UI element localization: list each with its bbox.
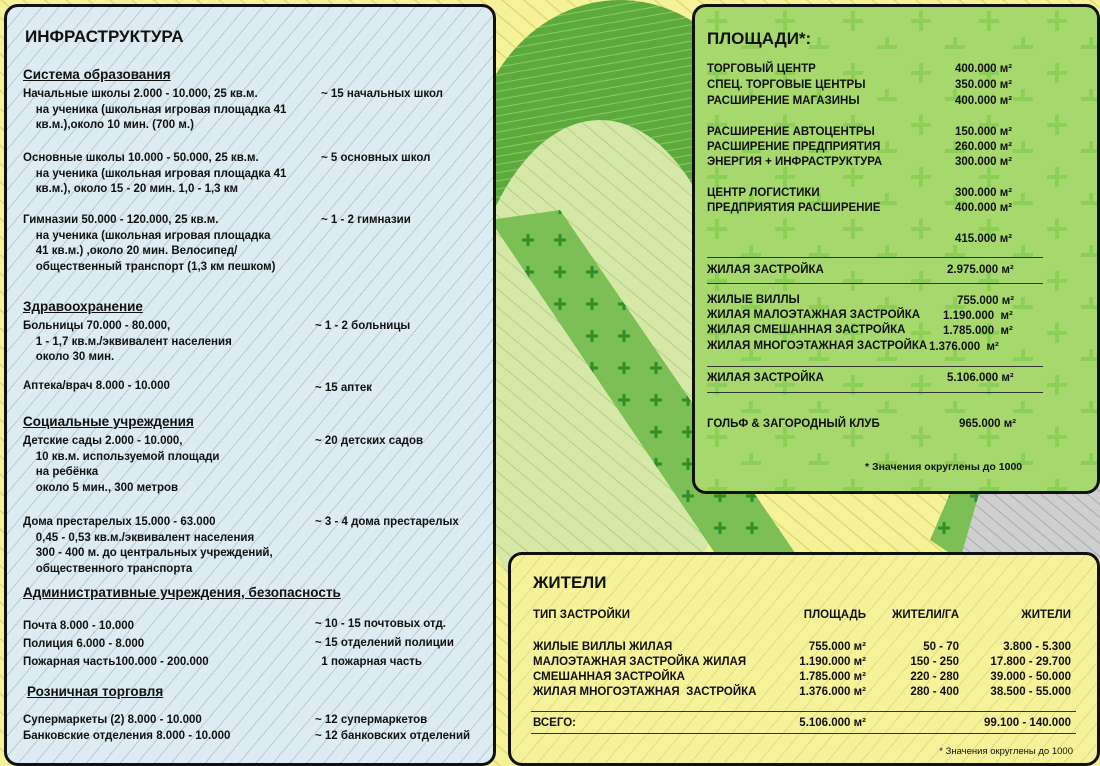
area-value: 300.000 м² [955, 187, 1013, 199]
education-item-value: ~ 1 - 2 гимназии [321, 214, 411, 226]
infrastructure-title: ИНФРАСТРУКТУРА [25, 27, 184, 46]
area-label: ЖИЛАЯ СМЕШАННАЯ ЗАСТРОЙКА [707, 324, 906, 336]
admin-item-text: Полиция 6.000 - 8.000 [23, 638, 145, 650]
area-value: 300.000 м² [955, 156, 1013, 168]
area-value: 415.000 м² [955, 233, 1013, 245]
education-item-text: Гимназии 50.000 - 120.000, 25 кв.м. на ученика (школьная игровая площадка 41 кв.м.) ,около 20 мин. Велосипед/ общественный транспорт (1,3 км пешком) [23, 214, 276, 273]
column-header: ПЛОЩАДЬ [803, 609, 866, 621]
table-cell: 38.500 - 55.000 [990, 686, 1071, 698]
admin-item-text: Пожарная часть100.000 - 200.000 [23, 656, 209, 668]
education-item-text: Основные школы 10.000 - 50.000, 25 кв.м. на ученика (школьная игровая площадка 41 кв.м.), около 15 - 20 мин. 1,0 - 1,3 км [23, 152, 287, 195]
area-value: 400.000 м² [955, 95, 1013, 107]
social-item-value: ~ 20 детских садов [315, 435, 424, 447]
area-value: 1.376.000 м² [929, 341, 999, 353]
divider [531, 711, 1076, 712]
table-cell: СМЕШАННАЯ ЗАСТРОЙКА [533, 671, 685, 683]
table-cell: 17.800 - 29.700 [990, 656, 1071, 668]
divider [531, 733, 1076, 734]
retail-item-text: Супермаркеты (2) 8.000 - 10.000 [23, 714, 202, 726]
total-label: ВСЕГО: [533, 717, 576, 729]
area-value: 5.106.000 м² [947, 372, 1014, 384]
health-item-value: ~ 1 - 2 больницы [315, 320, 411, 332]
area-label: РАСШИРЕНИЕ МАГАЗИНЫ [707, 95, 860, 107]
table-cell: 3.800 - 5.300 [1003, 641, 1071, 653]
table-cell: 1.785.000 м² [799, 671, 866, 683]
area-value: 1.190.000 м² [943, 310, 1013, 322]
area-label: ЖИЛАЯ МАЛОЭТАЖНАЯ ЗАСТРОЙКА [707, 309, 921, 321]
table-cell: 280 - 400 [910, 686, 959, 698]
table-cell: 220 - 280 [910, 671, 959, 683]
area-label: РАСШИРЕНИЕ ПРЕДПРИЯТИЯ [707, 141, 881, 153]
area-label: РАСШИРЕНИЕ АВТОЦЕНТРЫ [707, 126, 875, 138]
area-value: 965.000 м² [959, 418, 1017, 430]
column-header: ЖИТЕЛИ [1021, 609, 1071, 621]
area-value: 2.975.000 м² [947, 264, 1014, 276]
health-heading: Здравоохранение [23, 299, 143, 314]
area-label: ЖИЛАЯ МНОГОЭТАЖНАЯ ЗАСТРОЙКА [707, 340, 928, 352]
areas-title: ПЛОЩАДИ*: [707, 29, 812, 48]
retail-item-value: ~ 12 супермаркетов [315, 714, 428, 726]
social-heading: Социальные учреждения [23, 414, 194, 429]
rounding-note: * Значения округлены до 1000 [939, 746, 1073, 757]
admin-heading: Административные учреждения, безопасность [23, 585, 341, 600]
area-value: 400.000 м² [955, 63, 1013, 75]
admin-item-value: ~ 15 отделений полиции [315, 637, 454, 649]
area-label: ЦЕНТР ЛОГИСТИКИ [707, 187, 820, 199]
education-heading: Система образования [23, 67, 171, 82]
education-item-text: Начальные школы 2.000 - 10.000, 25 кв.м. на ученика (школьная игровая площадка 41 кв.м.),около 10 мин. (700 м.) [23, 88, 287, 131]
area-value: 350.000 м² [955, 79, 1013, 91]
social-item-text: Детские сады 2.000 - 10.000, 10 кв.м. используемой площади на ребёнка около 5 мин., 300 метров [23, 435, 220, 494]
area-label: ЖИЛАЯ ЗАСТРОЙКА [707, 372, 824, 384]
retail-heading: Розничная торговля [27, 684, 164, 699]
admin-item-text: Почта 8.000 - 10.000 [23, 620, 135, 632]
area-value: 400.000 м² [955, 202, 1013, 214]
total-residents: 99.100 - 140.000 [984, 717, 1071, 729]
residents-title: ЖИТЕЛИ [533, 573, 607, 592]
divider [707, 283, 1043, 284]
divider [707, 257, 1043, 258]
area-value: 260.000 м² [955, 141, 1013, 153]
area-label: ЖИЛЫЕ ВИЛЛЫ [707, 294, 800, 306]
area-label: ПРЕДПРИЯТИЯ РАСШИРЕНИЕ [707, 202, 881, 214]
health-item-text: Больницы 70.000 - 80.000, 1 - 1,7 кв.м./эквивалент населения около 30 мин. [23, 320, 232, 363]
health-item-value: ~ 15 аптек [315, 382, 373, 394]
table-cell: 50 - 70 [923, 641, 959, 653]
table-cell: 39.000 - 50.000 [990, 671, 1071, 683]
health-item-text: Аптека/врач 8.000 - 10.000 [23, 380, 170, 392]
area-label: ТОРГОВЫЙ ЦЕНТР [707, 63, 816, 75]
table-cell: 150 - 250 [910, 656, 959, 668]
table-cell: 755.000 м² [808, 641, 866, 653]
area-label: ЖИЛАЯ ЗАСТРОЙКА [707, 264, 824, 276]
column-header: ЖИТЕЛИ/ГА [892, 609, 959, 621]
area-value: 150.000 м² [955, 126, 1013, 138]
admin-item-value: 1 пожарная часть [315, 656, 422, 668]
admin-item-value: ~ 10 - 15 почтовых отд. [315, 618, 446, 630]
area-value: 755.000 м² [957, 295, 1015, 307]
area-label: ЭНЕРГИЯ + ИНФРАСТРУКТУРА [707, 156, 883, 168]
education-item-value: ~ 5 основных школ [321, 152, 431, 164]
divider [707, 366, 1043, 367]
retail-item-text: Банковские отделения 8.000 - 10.000 [23, 730, 231, 742]
table-cell: ЖИЛАЯ МНОГОЭТАЖНАЯ ЗАСТРОЙКА [533, 686, 757, 698]
social-item-text: Дома престарелых 15.000 - 63.000 0,45 - 0,53 кв.м./эквивалент населения 300 - 400 м. до центральных учреждений, общественного транспорта [23, 516, 273, 575]
retail-item-value: ~ 12 банковских отделений [315, 730, 471, 742]
table-cell: МАЛОЭТАЖНАЯ ЗАСТРОЙКА ЖИЛАЯ [533, 656, 747, 668]
column-header: ТИП ЗАСТРОЙКИ [533, 609, 631, 621]
area-label: ГОЛЬФ & ЗАГОРОДНЫЙ КЛУБ [707, 418, 880, 430]
education-item-value: ~ 15 начальных школ [321, 88, 443, 100]
table-cell: 1.376.000 м² [799, 686, 866, 698]
social-item-value: ~ 3 - 4 дома престарелых [315, 516, 459, 528]
rounding-note: * Значения округлены до 1000 [865, 461, 1023, 473]
area-value: 1.785.000 м² [943, 325, 1013, 337]
total-area: 5.106.000 м² [799, 717, 866, 729]
table-cell: ЖИЛЫЕ ВИЛЛЫ ЖИЛАЯ [533, 641, 673, 653]
table-cell: 1.190.000 м² [799, 656, 866, 668]
divider [707, 392, 1043, 393]
areas-panel [692, 4, 1100, 494]
infrastructure-panel [4, 4, 496, 766]
residents-panel [508, 552, 1100, 766]
area-label: СПЕЦ. ТОРГОВЫЕ ЦЕНТРЫ [707, 79, 866, 91]
